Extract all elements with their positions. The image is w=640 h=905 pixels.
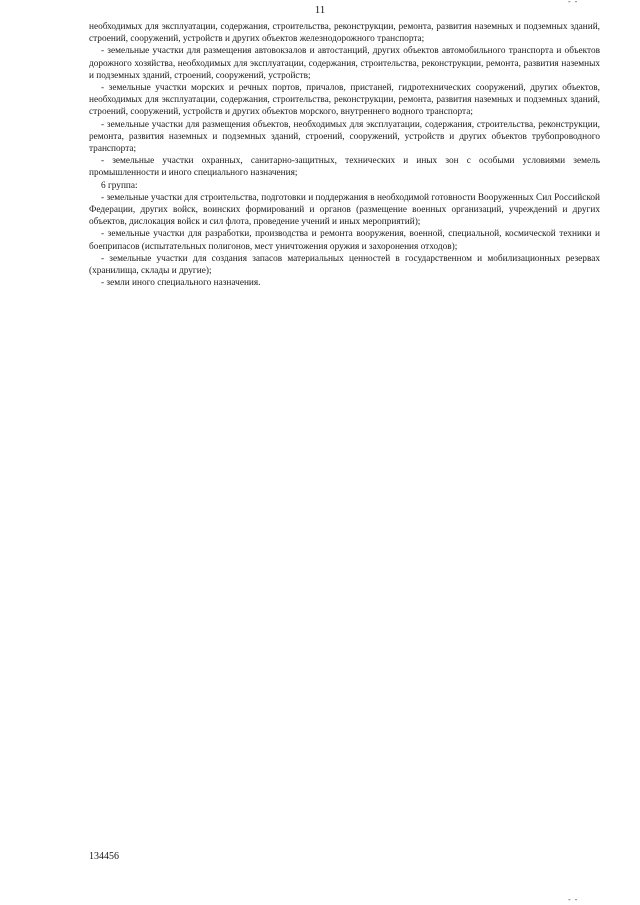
paragraph-weapons-production: - земельные участки для разработки, производства и ремонта вооружения, военной, специальной, космической техники и боеприпасов (испытательных полигонов, мест уничтожения оружия и захоронения отходов);	[89, 229, 600, 252]
corner-mark-top: - -	[568, 0, 579, 6]
paragraph-armed-forces: - земельные участки для строительства, подготовки и поддержания в необходимой готовности Вооруженных Сил Российской Федерации, других войск, воинских формирований и органов (размещение военных организаций, учреждений и других объектов, дислокация войск и сил флота, проведение учений и иных мероприятий);	[89, 192, 600, 228]
paragraph-protected-zones: - земельные участки охранных, санитарно-защитных, технических и иных зон с особыми условиями земель промышленности и иного специального назначения;	[89, 156, 600, 179]
paragraph-special-purpose-lands: - земли иного специального назначения.	[101, 278, 261, 289]
paragraph-auto-transport: - земельные участки для размещения автовокзалов и автостанций, других объектов автомобильного транспорта и объектов дорожного хозяйства, необходимых для эксплуатации, содержания, строительства, реконструкции, ремонта, развития наземных и подземных зданий, строений, сооружений, устройств;	[89, 46, 600, 81]
paragraph-pipeline-transport: - земельные участки для размещения объектов, необходимых для эксплуатации, содержания, строительства, реконструкции, ремонта, развития наземных и подземных зданий, строений, сооружений, устройств и других объектов трубопроводного транспорта;	[89, 119, 600, 155]
corner-mark-bottom: - -	[568, 895, 579, 904]
paragraph-continuation: необходимых для эксплуатации, содержания, строительства, реконструкции, ремонта, развития наземных и подземных зданий, строений, сооружений, устройств и других объектов железнодорожного транспорта;	[89, 22, 600, 45]
page-number: 11	[314, 4, 326, 16]
document-number: 134456	[89, 851, 119, 862]
document-body	[89, 21, 600, 289]
paragraph-material-reserves: - земельные участки для создания запасов материальных ценностей в государственном и мобилизационных резервах (хранилища, склады и другие);	[89, 253, 600, 277]
paragraph-sea-ports: - земельные участки морских и речных портов, причалов, пристаней, гидротехнических сооружений, других объектов, необходимых для эксплуатации, содержания, строительства, реконструкции, ремонта, развития наземных и подземных зданий, строений, сооружений, устройств и других объектов морского, внутреннего водного транспорта;	[89, 83, 600, 118]
group-6-heading: 6 группа:	[101, 180, 138, 191]
